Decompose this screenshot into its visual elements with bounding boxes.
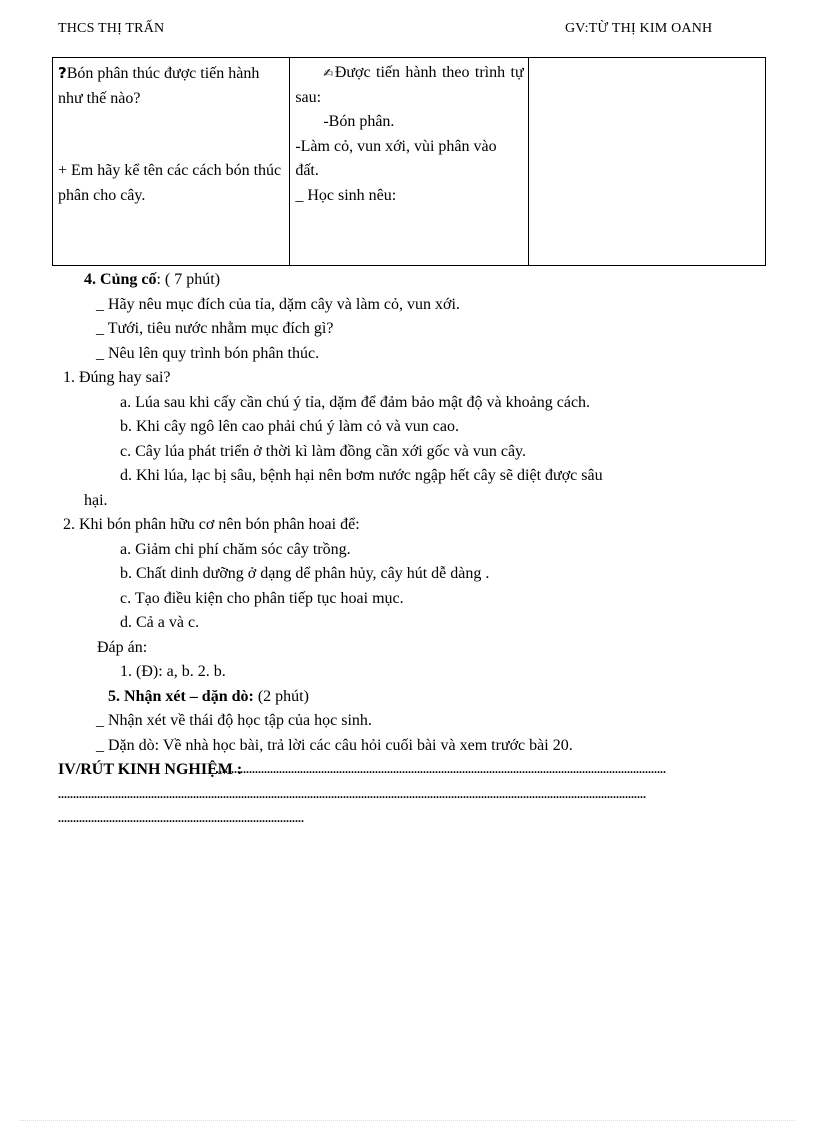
answer-line-1: ✍Được tiến hành theo trình tự sau: bbox=[295, 64, 524, 106]
section-5-title: 5. Nhận xét – dặn dò: (2 phút) bbox=[108, 688, 309, 705]
answer-line-4: _ Học sinh nêu: bbox=[295, 186, 397, 204]
page-bottom-rule bbox=[20, 1120, 796, 1121]
experience-dots-1: ...................................................................................................................................................... bbox=[216, 762, 666, 776]
question-mark-icon: ? bbox=[58, 64, 67, 82]
quiz-1-option-d-cont: hại. bbox=[84, 492, 108, 509]
header-school: THCS THỊ TRẤN bbox=[58, 21, 165, 36]
answer-line-2: -Bón phân. bbox=[323, 113, 395, 130]
quiz-2-option-c: c. Tạo điều kiện cho phân tiếp tục hoai mục. bbox=[120, 590, 404, 607]
header-teacher: GV:TỪ THỊ KIM OANH bbox=[565, 21, 713, 36]
section-5-line-2: _ Dặn dò: Về nhà học bài, trả lời các câu hỏi cuối bài và xem trước bài 20. bbox=[96, 737, 573, 754]
section-4-title: 4. Củng cố: ( 7 phút) bbox=[84, 271, 221, 288]
quiz-2-option-b: b. Chất dinh dưỡng ở dạng dể phân hủy, cây hút dễ dàng . bbox=[120, 565, 490, 582]
quiz-1-option-b: b. Khi cây ngô lên cao phải chú ý làm cỏ và vun cao. bbox=[120, 418, 459, 435]
section-5-line-1: _ Nhận xét về thái độ học tập của học sinh. bbox=[96, 712, 372, 729]
quiz-2-option-a: a. Giảm chi phí chăm sóc cây trồng. bbox=[120, 541, 351, 558]
quiz-1-option-d: d. Khi lúa, lạc bị sâu, bệnh hại nên bơm nước ngập hết cây sẽ diệt được sâu bbox=[120, 467, 603, 484]
section-4-line-3: _ Nêu lên quy trình bón phân thúc. bbox=[96, 345, 320, 362]
experience-title: IV/RÚT KINH NGHIỆM : bbox=[58, 761, 243, 778]
experience-dots-2: .................................................................................................................................................................................................... bbox=[58, 787, 646, 801]
question-1: ?Bón phân thúc được tiến hành như thế nào? bbox=[58, 64, 260, 107]
quiz-question-2: 2. Khi bón phân hữu cơ nên bón phân hoai để: bbox=[63, 516, 360, 533]
section-4-line-2: _ Tưới, tiêu nước nhằm mục đích gì? bbox=[96, 320, 334, 337]
teacher-activity-cell bbox=[53, 58, 290, 266]
answer-key: 1. (Đ): a, b. 2. b. bbox=[120, 663, 226, 680]
writing-hand-icon: ✍ bbox=[323, 66, 335, 80]
answer-key-title: Đáp án: bbox=[97, 639, 148, 656]
quiz-1-option-a: a. Lúa sau khi cấy cần chú ý tỉa, dặm để đảm bảo mật độ và khoảng cách. bbox=[120, 394, 591, 411]
student-activity-cell bbox=[290, 58, 528, 266]
notes-cell bbox=[528, 58, 765, 266]
quiz-2-option-d: d. Cả a và c. bbox=[120, 614, 200, 631]
quiz-question-1: 1. Đúng hay sai? bbox=[63, 369, 171, 386]
quiz-1-option-c: c. Cây lúa phát triển ở thời kì làm đồng cần xới gốc và vun cây. bbox=[120, 443, 527, 460]
lesson-table bbox=[52, 57, 766, 266]
experience-dots-3: .................................................................................. bbox=[58, 811, 304, 825]
section-4-line-1: _ Hãy nêu mục đích của tỉa, dặm cây và làm cỏ, vun xới. bbox=[96, 296, 460, 313]
answer-line-3: -Làm cỏ, vun xới, vùi phân vào đất. bbox=[295, 137, 497, 179]
question-2: + Em hãy kể tên các cách bón thúc phân cho cây. bbox=[58, 162, 282, 204]
